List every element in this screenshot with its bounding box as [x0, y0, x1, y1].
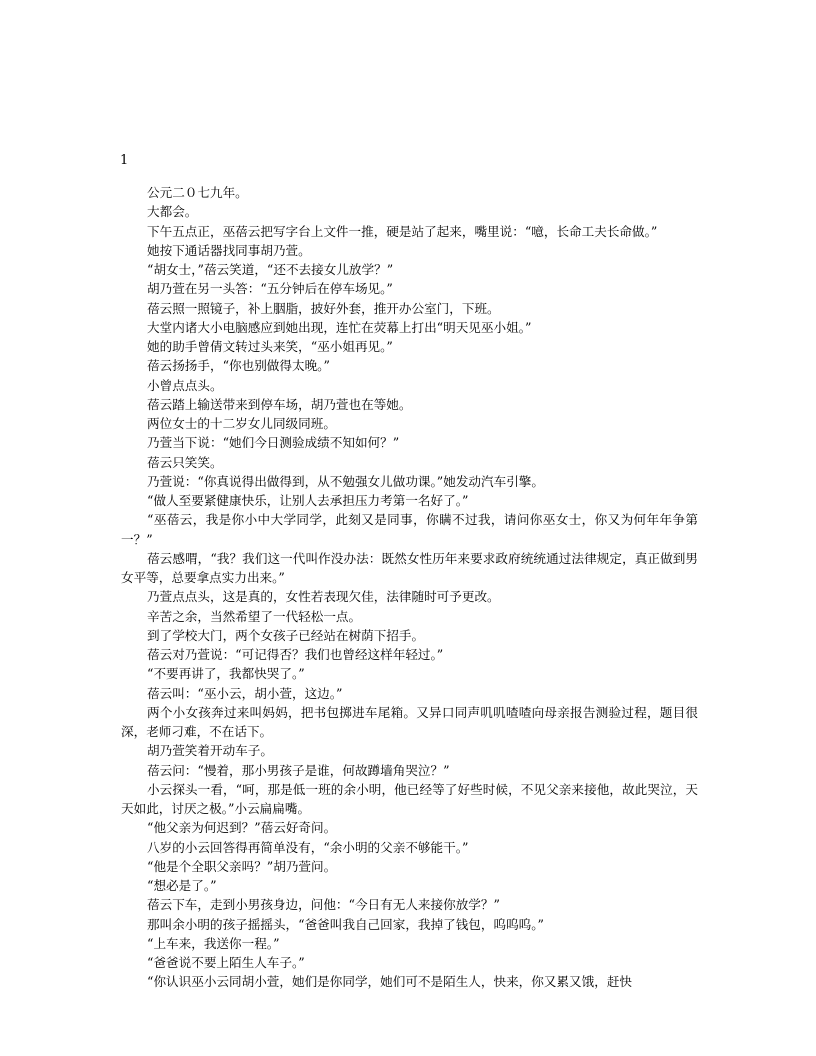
- paragraph: “爸爸说不要上陌生人车子。”: [147, 955, 305, 970]
- paragraph: 蓓云问：“慢着，那小男孩子是谁，何故蹲墙角哭泣？”: [147, 762, 450, 778]
- paragraph: “做人至要紧健康快乐，让别人去承担压力考第一名好了。”: [147, 493, 469, 508]
- paragraph: “他是个全职父亲吗？”胡乃萱问。: [147, 858, 337, 874]
- paragraph: 八岁的小云回答得再简单没有，“余小明的父亲不够能干。”: [147, 839, 469, 855]
- paragraph: 她的助手曾倩文转过头来笑，“巫小姐再见。”: [147, 339, 393, 354]
- paragraph: 下午五点正，巫蓓云把写字台上文件一推，硬是站了起来，嘴里说：“噫，长命工夫长命做。”: [147, 223, 658, 239]
- paragraph: 小云探头一看，“呵，那是低一班的余小明，他已经等了好些时候，不见父亲来接他，故此哭泣，天天如此，讨厌之极。”小云扁扁嘴。: [121, 781, 698, 816]
- paragraph: 大都会。: [147, 204, 198, 220]
- paragraph: “上车来，我送你一程。”: [147, 935, 280, 951]
- paragraph: 乃萱当下说：“她们今日测验成绩不知如何？”: [147, 435, 400, 451]
- paragraph: 蓓云只笑笑。: [147, 454, 223, 470]
- paragraph: “巫蓓云，我是你小中大学同学，此刻又是同事，你瞒不过我，请问你巫女士，你又为何年年争第一？”: [121, 512, 698, 547]
- paragraph: 那叫余小明的孩子摇摇头，“爸爸叫我自己回家，我掉了钱包，呜呜呜。”: [147, 916, 544, 932]
- paragraph: “他父亲为何迟到？”蓓云好奇问。: [147, 820, 337, 836]
- paragraph: 蓓云踏上输送带来到停车场，胡乃萱也在等她。: [147, 396, 412, 412]
- paragraph: 蓓云对乃萱说：“可记得否？我们也曾经这样年轻过。”: [147, 647, 444, 662]
- paragraph: 大堂内诸大小电脑感应到她出现，连忙在荧幕上打出“明天见巫小姐。”: [147, 319, 532, 335]
- paragraph: “胡女士，”蓓云笑道，“还不去接女儿放学？”: [147, 262, 394, 277]
- paragraph: 蓓云叫：“巫小云，胡小萱，这边。”: [147, 685, 343, 701]
- paragraph: 到了学校大门，两个女孩子已经站在树荫下招手。: [147, 627, 425, 643]
- paragraph: 胡乃萱在另一头答：“五分钟后在停车场见。”: [147, 281, 393, 297]
- page-number: 1: [120, 153, 129, 168]
- paragraph: 小曾点点头。: [147, 377, 223, 393]
- paragraph: 蓓云下车，走到小男孩身边，问他：“今日有无人来接你放学？”: [147, 897, 500, 913]
- paragraph: “想必是了。”: [147, 878, 217, 893]
- story-text: [121, 183, 698, 992]
- paragraph: 辛苦之余，当然希望了一代轻松一点。: [147, 608, 362, 624]
- paragraph: 两个小女孩奔过来叫妈妈，把书包掷进车尾箱。又异口同声叽叽喳喳向母亲报告测验过程，题目很深，老师刁难，不在话下。: [121, 704, 698, 739]
- paragraph: 蓓云照一照镜子，补上胭脂，披好外套，推开办公室门，下班。: [147, 300, 500, 316]
- paragraph: 蓓云扬扬手，“你也别做得太晚。”: [147, 358, 330, 374]
- paragraph: “不要再讲了，我都快哭了。”: [147, 666, 305, 682]
- paragraph: 乃萱点点头，这是真的，女性若表现欠佳，法律随时可予更改。: [147, 589, 500, 605]
- paragraph: 公元二０七九年。: [147, 185, 248, 200]
- paragraph: “你认识巫小云同胡小萱，她们是你同学，她们可不是陌生人，快来，你又累又饿，赶快: [147, 974, 633, 990]
- paragraph: 她按下通话器找同事胡乃萱。: [147, 242, 311, 258]
- paragraph: 胡乃萱笑着开动车子。: [147, 743, 273, 759]
- paragraph: 乃萱说：“你真说得出做得到，从不勉强女儿做功课。”她发动汽车引擎。: [147, 473, 544, 489]
- paragraph: 蓓云感喟，“我？我们这一代叫作没办法：既然女性历年来要求政府统统通过法律规定，真正做到男女平等，总要拿点实力出来。”: [121, 550, 698, 585]
- paragraph: 两位女士的十二岁女儿同级同班。: [147, 416, 336, 431]
